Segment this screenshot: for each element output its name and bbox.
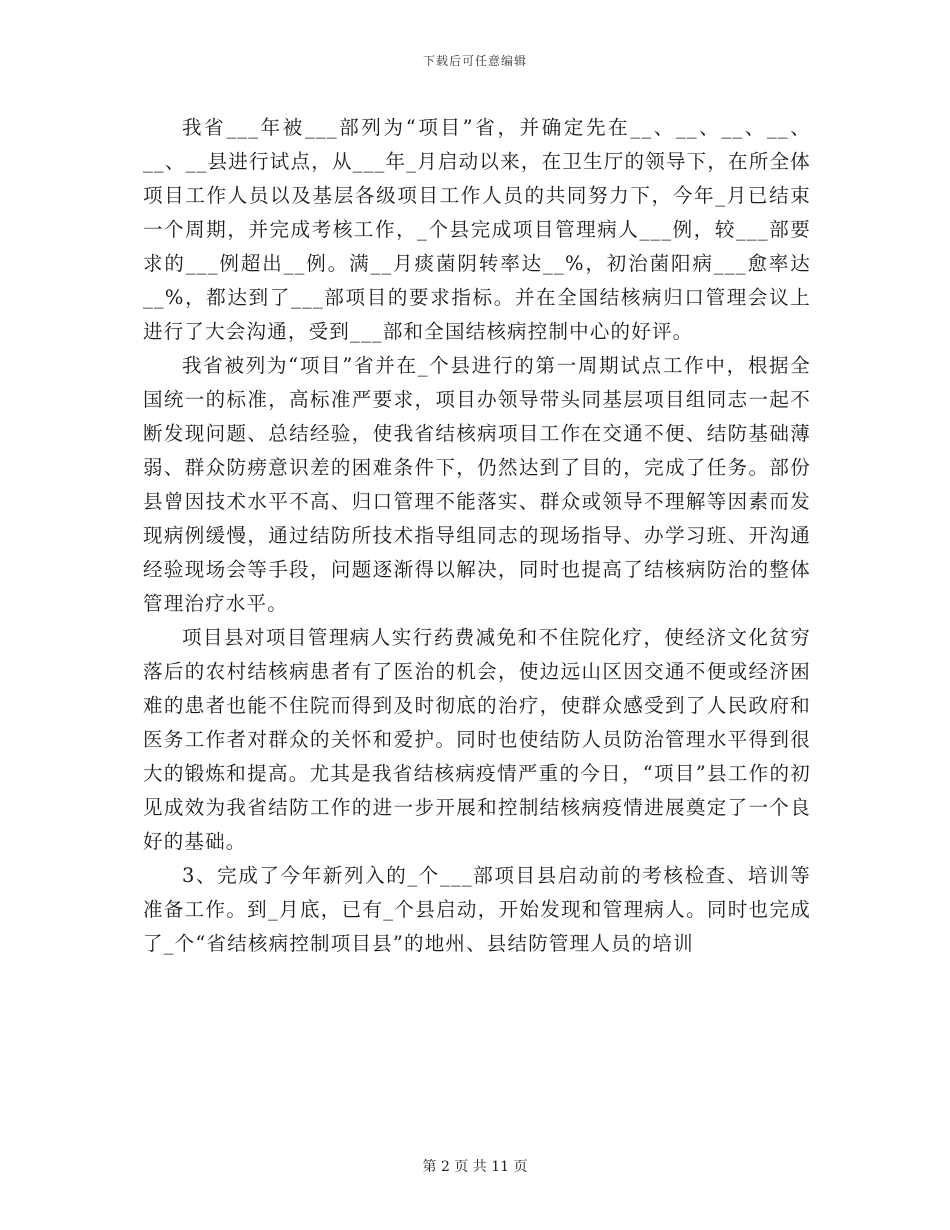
paragraph-1: 我省___年被___部列为“项目”省，并确定先在__、__、__、__、__、__县进行试点，从___年_月启动以来，在卫生厅的领导下，在所全体项目工作人员以及基层各级项目工作人员的共同努力下，今年_月已结束一个周期，并完成考核工作，_个县完成项目管理病人___例，较___部要求的___例超出__例。满__月痰菌阴转率达__%，初治菌阳病___愈率达__%，都达到了___部项目的要求指标。并在全国结核病归口管理会议上进行了大会沟通，受到___部和全国结核病控制中心的好评。 bbox=[143, 116, 811, 343]
paragraph-3: 项目县对项目管理病人实行药费减免和不住院化疗，使经济文化贫穷落后的农村结核病患者有了医治的机会，使边远山区因交通不便或经济困难的患者也能不住院而得到及时彻底的治疗，使群众感受到了人民政府和医务工作者对群众的关怀和爱护。同时也使结防人员防治管理水平得到很大的锻炼和提高。尤其是我省结核病疫情严重的今日，“项目”县工作的初见成效为我省结防工作的进一步开展和控制结核病疫情进展奠定了一个良好的基础。 bbox=[143, 626, 811, 853]
paragraph-2: 我省被列为“项目”省并在_个县进行的第一周期试点工作中，根据全国统一的标准，高标准严要求，项目办领导带头同基层项目组同志一起不断发现问题、总结经验，使我省结核病项目工作在交通不便、结防基础薄弱、群众防痨意识差的困难条件下，仍然达到了目的，完成了任务。部份县曾因技术水平不高、归口管理不能落实、群众或领导不理解等因素而发现病例缓慢，通过结防所技术指导组同志的现场指导、办学习班、开沟通经验现场会等手段，问题逐渐得以解决，同时也提高了结核病防治的整体管理治疗水平。 bbox=[143, 354, 811, 615]
page-footer: 第 2 页 共 11 页 bbox=[422, 1159, 528, 1175]
document-body bbox=[143, 111, 811, 961]
page-header: 下载后可任意编辑 bbox=[422, 54, 527, 68]
paragraph-4: 3、完成了今年新列入的_个___部项目县启动前的考核检查、培训等准备工作。到_月底，已有_个县启动，开始发现和管理病人。同时也完成了_个“省结核病控制项目县”的地州、县结防管理人员的培训 bbox=[143, 864, 811, 955]
